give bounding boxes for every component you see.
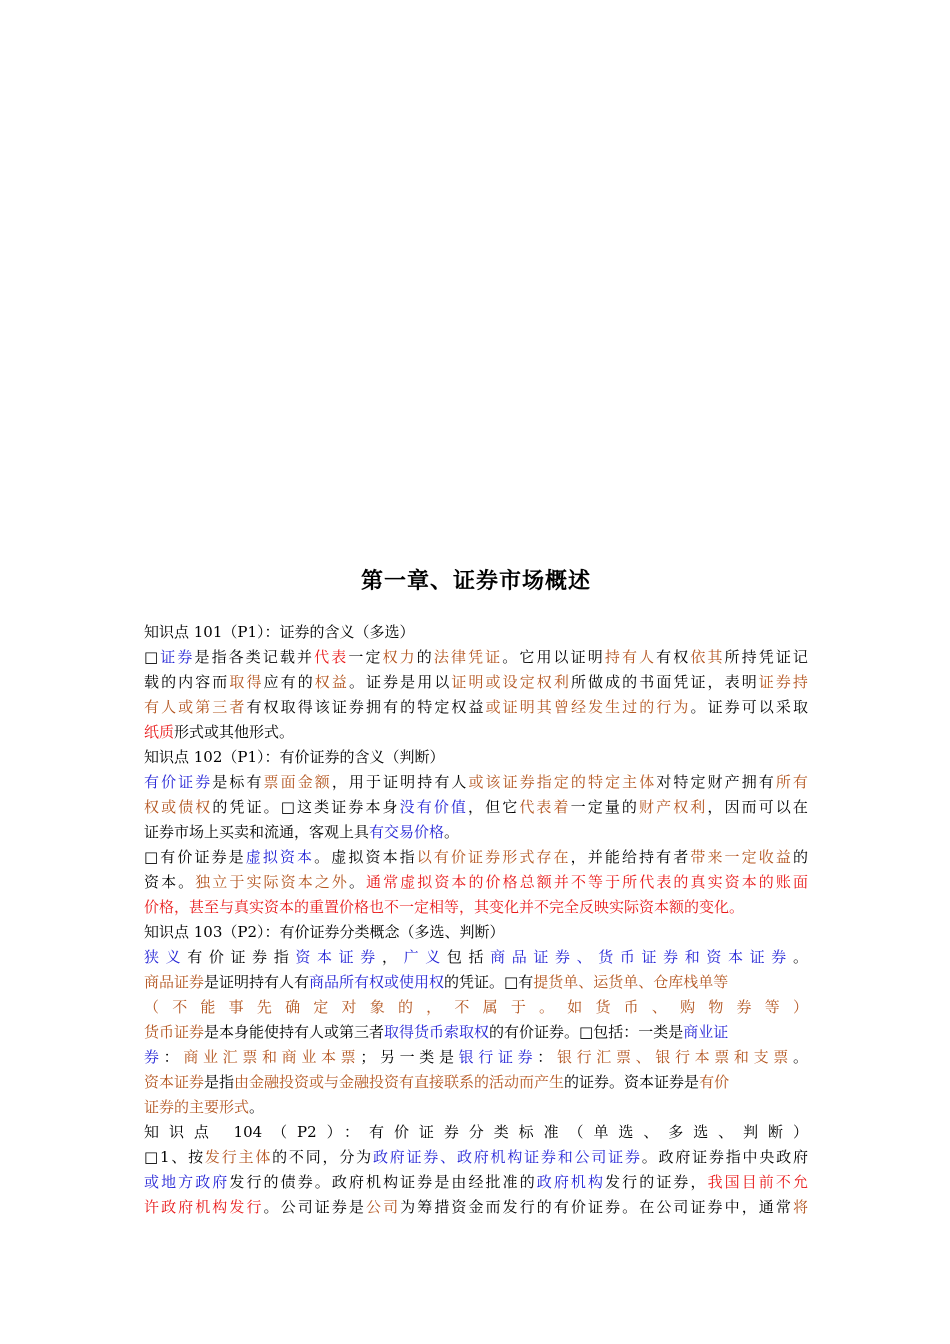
highlighted-text-run: 将 <box>792 1198 808 1216</box>
highlighted-text-run: 有交易价格 <box>369 823 445 841</box>
text-run: 是指 <box>204 1073 235 1091</box>
text-line <box>144 1195 808 1220</box>
text-run: 的凭证。□有 <box>444 973 534 991</box>
text-run: 。虚拟资本指 <box>314 848 417 866</box>
highlighted-text-run: 独立于实际资本之外 <box>195 873 349 891</box>
text-line <box>144 745 808 770</box>
text-line <box>144 1145 808 1170</box>
highlighted-text-run: （不能事先确定对象的，不属于。如货币、购物券等） <box>144 998 808 1016</box>
text-line <box>144 970 808 995</box>
text-run: 知识点 101（P1）：证券的含义（多选） <box>144 623 415 641</box>
text-run: 是本身能使持有人或第三者 <box>204 1023 385 1041</box>
highlighted-text-run: 发行主体 <box>204 1148 273 1166</box>
text-run: 的 <box>792 848 808 866</box>
highlighted-text-run: 持有人 <box>604 648 657 666</box>
text-run: 载的内容而 <box>144 673 230 691</box>
text-run: 。 <box>249 1098 265 1116</box>
text-line <box>144 1095 808 1120</box>
highlighted-text-run: 价格，甚至与真实资本的重置价格也不一定相等，其变化并不完全反映实际资本额的变化。 <box>144 898 745 916</box>
chapter-title: 第一章、证券市场概述 <box>360 569 591 594</box>
text-run: 知识点 103（P2）：有价证券分类概念（多选、判断） <box>144 923 505 941</box>
highlighted-text-run: 证券 <box>160 648 195 666</box>
text-line <box>144 1120 808 1145</box>
highlighted-text-run: 银行汇票、银行本票和支票 <box>556 1048 793 1066</box>
text-run: 是证明持有人有 <box>204 973 310 991</box>
highlighted-text-run: 政府证券、政府机构证券和公司证券 <box>372 1148 642 1166</box>
text-run: 应有的 <box>263 673 315 691</box>
highlighted-text-run: 货币证券 <box>144 1023 205 1041</box>
highlighted-text-run: 没有价值 <box>399 798 469 816</box>
text-run: ， <box>381 948 404 966</box>
text-line <box>144 1070 808 1095</box>
text-line <box>144 720 808 745</box>
text-run: ，但它 <box>468 798 520 816</box>
text-run: 。 <box>444 823 460 841</box>
text-line <box>144 870 808 895</box>
highlighted-text-run: 票面金额 <box>263 773 332 791</box>
text-run: 的 <box>416 648 434 666</box>
text-run: □有价证券是 <box>144 848 246 866</box>
highlighted-text-run: 证明或设定权利 <box>451 673 571 691</box>
highlighted-text-run: 狭义 <box>144 948 188 966</box>
highlighted-text-run: 或证明其曾经发生过的行为 <box>485 698 691 716</box>
text-run: 知识点 104（P2）：有价证券分类标准（单选、多选、判断） <box>144 1123 808 1141</box>
highlighted-text-run: 商品证券、货币证券和资本证券 <box>490 948 793 966</box>
highlighted-text-run: 取得货币索取权 <box>384 1023 490 1041</box>
text-run: ，因而可以在 <box>707 798 808 816</box>
highlighted-text-run: 取得 <box>229 673 264 691</box>
text-run: 。证券是用以 <box>348 673 452 691</box>
text-run: 所持凭证记 <box>724 648 808 666</box>
highlighted-text-run: 证券持 <box>758 673 808 691</box>
text-run: 。证券可以采取 <box>690 698 808 716</box>
highlighted-text-run: 有价 <box>699 1073 730 1091</box>
highlighted-text-run: 广义 <box>403 948 447 966</box>
highlighted-text-run: 法律凭证 <box>433 648 503 666</box>
text-run: 证券市场上买卖和流通，客观上具 <box>144 823 370 841</box>
text-run: 一定量的 <box>570 798 640 816</box>
text-run: 。 <box>792 948 808 966</box>
highlighted-text-run: 以有价证券形式存在 <box>416 848 571 866</box>
text-run: 。 <box>348 873 367 891</box>
text-run: ，并能给持有者 <box>570 848 691 866</box>
text-run: 形式或其他形式。 <box>174 723 295 741</box>
text-run: 知识点 102（P1）：有价证券的含义（判断） <box>144 748 445 766</box>
text-run: 。政府证券指中央政府 <box>641 1148 808 1166</box>
text-run: □ <box>144 648 161 666</box>
highlighted-text-run: 权力 <box>382 648 417 666</box>
text-line <box>144 995 808 1020</box>
highlighted-text-run: 资本证券 <box>144 1073 205 1091</box>
highlighted-text-run: 财产权利 <box>639 798 708 816</box>
highlighted-text-run: 所有 <box>775 773 808 791</box>
text-run: 一定 <box>348 648 383 666</box>
text-line <box>144 1045 808 1070</box>
text-run: 资本。 <box>144 873 196 891</box>
highlighted-text-run: 代表 <box>314 648 349 666</box>
highlighted-text-run: 我国目前不允 <box>707 1173 808 1191</box>
text-run: 有权取得该证券拥有的特定权益 <box>246 698 486 716</box>
text-line <box>144 845 808 870</box>
text-run: ： <box>537 1048 557 1066</box>
highlighted-text-run: 或地方政府 <box>144 1173 230 1191</box>
text-run: 是指各类记载并 <box>194 648 315 666</box>
text-run: 发行的证券， <box>605 1173 708 1191</box>
text-line <box>144 670 808 695</box>
text-line <box>144 645 808 670</box>
text-run: 是标有 <box>212 773 264 791</box>
highlighted-text-run: 由金融投资或与金融投资有直接联系的活动而产生 <box>234 1073 565 1091</box>
highlighted-text-run: 商业证 <box>683 1023 729 1041</box>
text-line <box>144 1170 808 1195</box>
highlighted-text-run: 有人或第三者 <box>144 698 247 716</box>
highlighted-text-run: 依其 <box>690 648 725 666</box>
highlighted-text-run: 许政府机构发行 <box>144 1198 264 1216</box>
highlighted-text-run: 或该证券指定的特定主体 <box>468 773 657 791</box>
highlighted-text-run: 纸质 <box>144 723 175 741</box>
text-run: 的有价证券。□包括：一类是 <box>489 1023 684 1041</box>
highlighted-text-run: 银行证券 <box>458 1048 538 1066</box>
text-run: 包括 <box>446 948 491 966</box>
text-run: 。它用以证明 <box>502 648 605 666</box>
document-body <box>144 558 808 1220</box>
text-line <box>144 945 808 970</box>
highlighted-text-run: 券 <box>144 1048 164 1066</box>
highlighted-text-run: 商业汇票和商业本票 <box>183 1048 361 1066</box>
text-run: ： <box>163 1048 184 1066</box>
highlighted-text-run: 公司 <box>366 1198 401 1216</box>
highlighted-text-run: 商品所有权或使用权 <box>309 973 445 991</box>
text-line <box>144 820 808 845</box>
text-run: 发行的债券。政府机构证券是由经批准的 <box>229 1173 537 1191</box>
text-run: ，用于证明持有人 <box>331 773 469 791</box>
highlighted-text-run: 资本证券 <box>295 948 382 966</box>
text-run: 。公司证券是 <box>263 1198 367 1216</box>
highlighted-text-run: 提货单、运货单、仓库栈单等 <box>533 973 729 991</box>
text-line <box>144 695 808 720</box>
highlighted-text-run: 有价证券 <box>144 773 213 791</box>
text-line <box>144 795 808 820</box>
text-line <box>144 895 808 920</box>
highlighted-text-run: 政府机构 <box>536 1173 606 1191</box>
text-run: 有权 <box>656 648 691 666</box>
text-run: ；另一类是 <box>360 1048 459 1066</box>
text-run: 的证券。资本证券是 <box>564 1073 700 1091</box>
text-run: 有价证券指 <box>187 948 296 966</box>
text-run: 的不同，分为 <box>272 1148 373 1166</box>
text-run: 的凭证。□这类证券本身 <box>212 798 400 816</box>
text-lines <box>144 620 808 1220</box>
text-run: 为筹措资金而发行的有价证券。在公司证券中，通常 <box>400 1198 793 1216</box>
text-line <box>144 920 808 945</box>
highlighted-text-run: 带来一定收益 <box>690 848 793 866</box>
text-line <box>144 1020 808 1045</box>
text-run: 。 <box>792 1048 808 1066</box>
text-run: 对特定财产拥有 <box>656 773 776 791</box>
highlighted-text-run: 证券的主要形式 <box>144 1098 250 1116</box>
highlighted-text-run: 商品证券 <box>144 973 205 991</box>
highlighted-text-run: 虚拟资本 <box>245 848 315 866</box>
highlighted-text-run: 代表着 <box>519 798 571 816</box>
text-line <box>144 770 808 795</box>
highlighted-text-run: 权或债权 <box>144 798 213 816</box>
text-run: 所做成的书面凭证，表明 <box>570 673 759 691</box>
highlighted-text-run: 权益 <box>314 673 349 691</box>
highlighted-text-run: 通常虚拟资本的价格总额并不等于所代表的真实资本的账面 <box>366 873 808 891</box>
text-line <box>144 620 808 645</box>
text-run: □1、按 <box>144 1148 205 1166</box>
